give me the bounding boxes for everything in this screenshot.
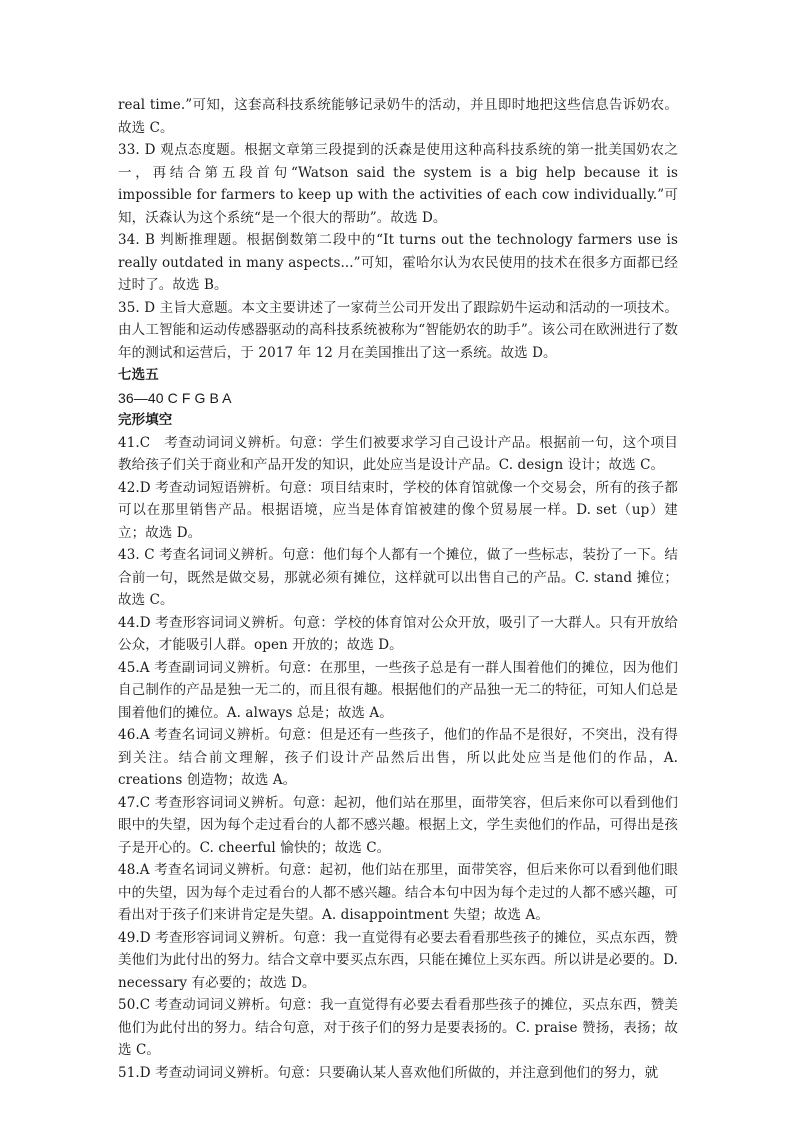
cloze-item: 41.C 考查动词词义辨析。句意：学生们被要求学习自己设计产品。根据前一句，这个项目教给孩子们关于商业和产品开发的知识，此处应当是设计产品。C. design 设计；故选 C。 xyxy=(118,434,678,473)
section-heading-seven-choose-five: 七选五 xyxy=(118,367,159,383)
cloze-item: 47.C 考查形容词词义辨析。句意：起初，他们站在那里，面带笑容，但后来你可以看到他们眼中的失望，因为每个走过看台的人都不感兴趣。根据上文，学生卖他们的作品，可得出是孩子是开心的。C. cheerful 愉快的；故选 C。 xyxy=(118,794,678,856)
answer-explanations xyxy=(118,94,678,1084)
section-heading-cloze: 完形填空 xyxy=(118,412,173,428)
cloze-item: 48.A 考查名词词义辨析。句意：起初，他们站在那里，面带笑容，但后来你可以看到他们眼中的失望，因为每个走过看台的人都不感兴趣。结合本句中因为每个走过的人都不感兴趣，可看出对于孩子们来讲肯定是失望。A. disappointment 失望；故选 A。 xyxy=(118,862,678,923)
cloze-item: 46.A 考查名词词义辨析。句意：但是还有一些孩子，他们的作品不是很好，不突出，没有得到关注。结合前文理解，孩子们设计产品然后出售，所以此处应当是他们的作品，A. creations 创造物；故选 A。 xyxy=(118,727,678,788)
paragraph: 34. B 判断推理题。根据倒数第二段中的“It turns out the technology farmers use is really outdated in many aspects...”可知，霍哈尔认为农民使用的技术在很多方面都已经过时了。故选 B。 xyxy=(118,232,678,293)
paragraph: 35. D 主旨大意题。本文主要讲述了一家荷兰公司开发出了跟踪奶牛运动和活动的一项技术。由人工智能和运动传感器驱动的高科技系统被称为“智能奶农的助手”。该公司在欧洲进行了数年的测试和运营后，于 2017 年 12 月在美国推出了这一系统。故选 D。 xyxy=(118,299,678,361)
cloze-item: 50.C 考查动词词义辨析。句意：我一直觉得有必要去看看那些孩子的摊位，买点东西，赞美他们为此付出的努力。结合句意，对于孩子们的努力是要表扬的。C. praise 赞扬，表扬；故选 C。 xyxy=(118,997,678,1058)
cloze-item: 51.D 考查动词词义辨析。句意：只要确认某人喜欢他们所做的，并注意到他们的努力，就 xyxy=(118,1064,659,1081)
cloze-item: 44.D 考查形容词词义辨析。句意：学校的体育馆对公众开放，吸引了一大群人。只有开放给公众，才能吸引人群。open 开放的；故选 D。 xyxy=(118,614,678,653)
answer-key-36-40: 36—40 C F G B A xyxy=(118,389,232,406)
cloze-item: 42.D 考查动词短语辨析。句意：项目结束时，学校的体育馆就像一个交易会，所有的孩子都可以在那里销售产品。根据语境，应当是体育馆被建的像个贸易展一样。D. set（up）建立；故选 D。 xyxy=(118,479,678,541)
cloze-item: 43. C 考查名词词义辨析。句意：他们每个人都有一个摊位，做了一些标志，装扮了一下。结合前一句，既然是做交易，那就必须有摊位，这样就可以出售自己的产品。C. stand 摊位；故选 C。 xyxy=(118,547,678,608)
cloze-item: 49.D 考查形容词词义辨析。句意：我一直觉得有必要去看看那些孩子的摊位，买点东西，赞美他们为此付出的努力。结合文章中要买点东西，只能在摊位上买东西。所以讲是必要的。D. necessary 有必要的；故选 D。 xyxy=(118,929,678,991)
paragraph: 33. D 观点态度题。根据文章第三段提到的沃森是使用这种高科技系统的第一批美国奶农之一，再结合第五段首句“Watson said the system is a big help because it is impossible for farmers to keep up with the activities of each cow individually.”可知，沃森认为这个系统“是一个很大的帮助”。故选 D。 xyxy=(118,142,678,226)
cloze-item: 45.A 考查副词词义辨析。句意：在那里，一些孩子总是有一群人围着他们的摊位，因为他们自己制作的产品是独一无二的，而且很有趣。根据他们的产品独一无二的特征，可知人们总是围着他们的摊位。A. always 总是；故选 A。 xyxy=(118,659,678,721)
paragraph: real time.”可知，这套高科技系统能够记录奶牛的活动，并且即时地把这些信息告诉奶农。故选 C。 xyxy=(118,97,678,136)
